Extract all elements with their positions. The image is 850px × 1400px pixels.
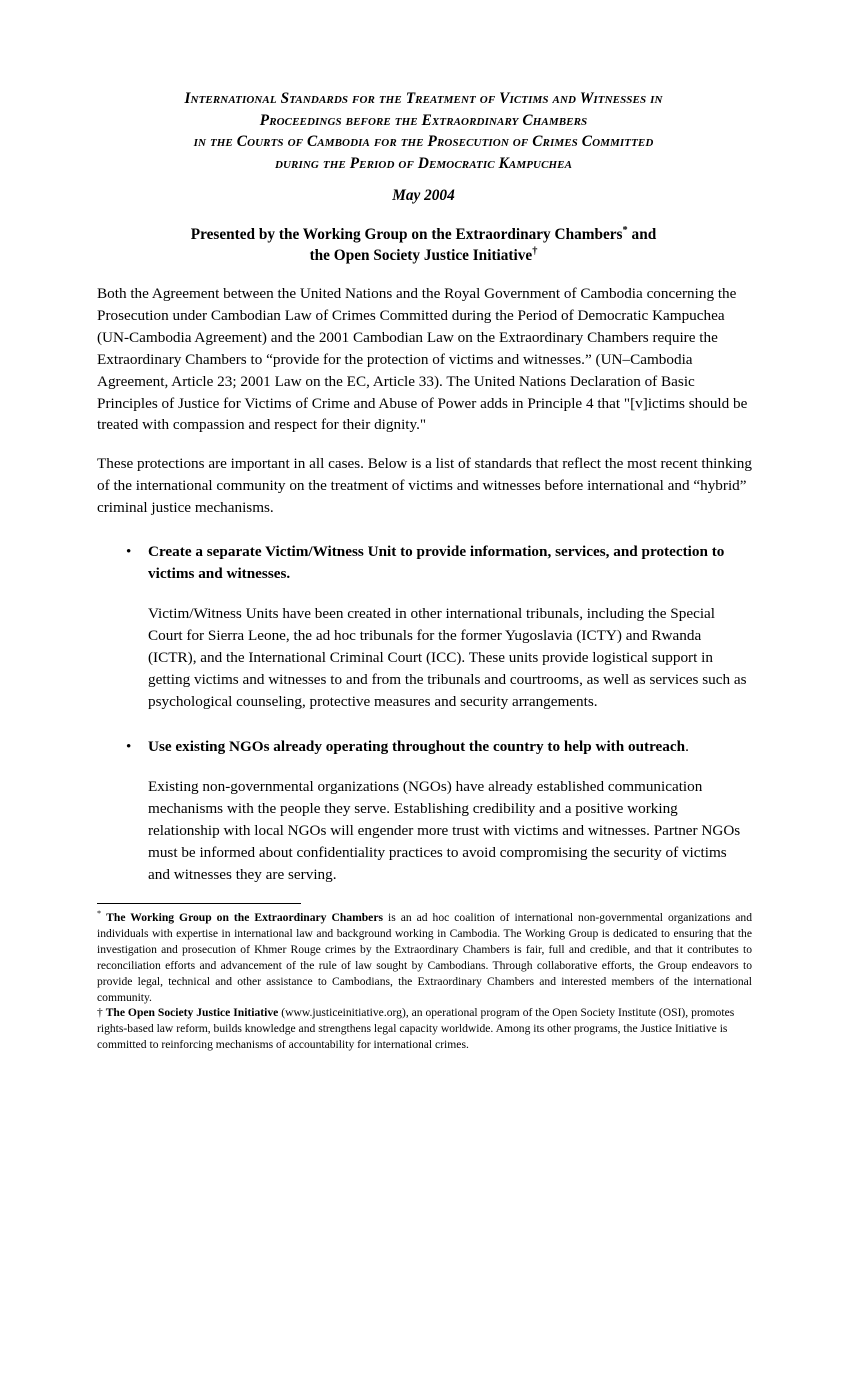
footnote-separator-rule [97, 903, 301, 904]
title-line-3: in the Courts of Cambodia for the Prosecution of Crimes Committed [193, 133, 654, 150]
title-line-2: Proceedings before the Extraordinary Chambers [259, 111, 588, 129]
bullet-heading-text-2: Use existing NGOs already operating throughout the country to help with outreach [148, 738, 686, 756]
title-line-1: International Standards for the Treatment of Victims and Witnesses in [184, 90, 663, 107]
document-title [97, 88, 750, 174]
list-item [97, 736, 752, 885]
presented-by-line-1 [97, 224, 750, 245]
document-date: May 2004 [392, 187, 455, 204]
bullet-icon: • [126, 543, 132, 561]
standards-bullet-list [97, 541, 752, 886]
footnote-2 [97, 1005, 752, 1053]
presented-by-line-2 [97, 245, 750, 266]
presented-by-suffix: and [627, 226, 657, 243]
presented-by-text-1: Presented by the Working Group on the Extraordinary Chambers [190, 226, 623, 243]
footnote-2-marker: † [97, 1006, 103, 1020]
footnote-area [97, 903, 752, 1053]
presented-by-text-2: the Open Society Justice Initiative [309, 247, 533, 264]
footnote-1-bold-lead: The Working Group on the Extraordinary Chambers [106, 911, 383, 924]
bullet-body-2: Existing non-governmental organizations (NGOs) have already established communication mechanisms with the people they serve. Establishing credibility and a positive working relationship with local NGOs will engender more trust with victims and witnesses. Partner NGOs must be informed about confidentiality practices to avoid compromising the security of victims and witnesses they are serving. [148, 778, 741, 883]
footnote-1-text: is an ad hoc coalition of international non-governmental organizations and individuals with expertise in international law and background working in Cambodia. The Working Group is dedicated to ensuring that the investigation and prosecution of Khmer Rouge crimes by the Extraordinary Chambers is fair, full and credible, and that it contributes to reconciliation efforts and advancement of the rule of law sought by Cambodians. Through collaborative efforts, the Group endeavors to provide legal, technical and other assistance to Cambodians, the Extraordinary Chambers and interested members of the international community. [97, 911, 752, 1004]
footnote-1 [97, 910, 752, 1005]
paragraph-1: Both the Agreement between the United Nations and the Royal Government of Cambodia concerning the Prosecution under Cambodian Law of Crimes Committed during the Period of Democratic Kampuchea (UN-Cambodia Agreement) and the 2001 Cambodian Law on the Extraordinary Chambers require the Extraordinary Chambers to “provide for the protection of victims and witnesses.” (UN–Cambodia Agreement, Article 23; 2001 Law on the EC, Article 33). The United Nations Declaration of Basic Principles of Justice for Victims of Crime and Abuse of Power adds in Principle 4 that "[v]ictims should be treated with compassion and respect for their dignity." [97, 285, 748, 434]
list-item [97, 541, 752, 712]
bullet-heading-text-1: Create a separate Victim/Witness Unit to provide information, services, and protection to victims and witnesses. [148, 543, 725, 582]
footnote-marker-asterisk[interactable]: * [622, 224, 628, 236]
footnote-2-text: (www.justiceinitiative.org), an operational program of the Open Society Institute (OSI), promotes rights-based law reform, builds knowledge and strengthens legal capacity worldwide. Among its other programs, the Justice Initiative is committed to reinforcing mechanisms of accountability for international crimes. [97, 1006, 735, 1052]
title-line-4: during the Period of Democratic Kampuchea [274, 154, 573, 172]
bullet-heading-1 [148, 541, 752, 585]
footnote-2-bold-lead: The Open Society Justice Initiative [105, 1006, 279, 1020]
bullet-icon: • [126, 738, 132, 756]
bullet-heading-trailing-2: . [685, 738, 689, 756]
document-body [97, 283, 752, 886]
footnote-marker-dagger[interactable]: † [532, 245, 538, 257]
paragraph-2: These protections are important in all cases. Below is a list of standards that reflect the most recent thinking of the international community on the treatment of victims and witnesses before international and “hybrid” criminal justice mechanisms. [97, 455, 752, 517]
footnote-1-marker: * [97, 909, 102, 919]
bullet-body-1: Victim/Witness Units have been created in other international tribunals, including the Special Court for Sierra Leone, the ad hoc tribunals for the former Yugoslavia (ICTY) and Rwanda (ICTR), and the International Criminal Court (ICC). These units provide logistical support in getting victims and witnesses to and from the tribunals and courtrooms, as well as services such as psychological counseling, protective measures and security arrangements. [148, 604, 747, 710]
bullet-heading-2 [148, 736, 752, 758]
presented-by-block [97, 224, 750, 266]
